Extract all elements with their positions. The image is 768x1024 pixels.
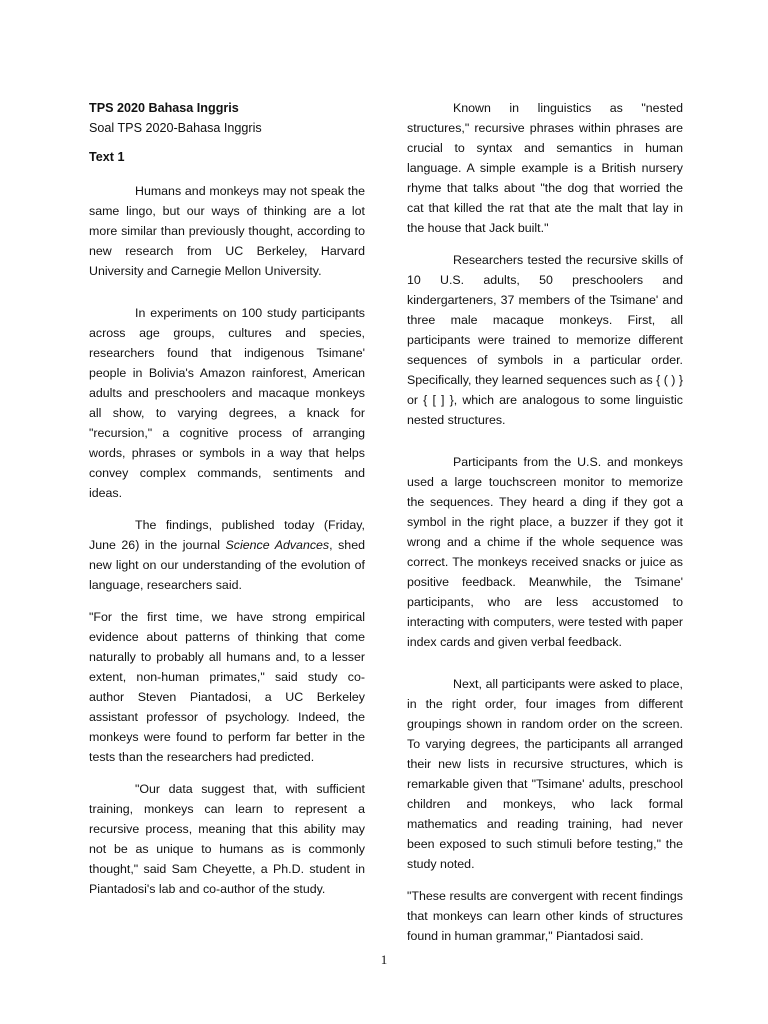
right-paragraph-2: Researchers tested the recursive skills of 10 U.S. adults, 50 preschoolers and kindergarteners, 37 members of the Tsimane' and three male macaque monkeys. First, all participants were trained to memorize different sequences of symbols in a particular order. Specifically, they learned sequences such as { ( ) } or { [ ] }, which are analogous to some linguistic nested structures. [407, 253, 683, 427]
right-paragraph-5: "These results are convergent with recent findings that monkeys can learn other kinds of structures found in human grammar," Piantadosi said. [407, 889, 683, 943]
left-paragraph-3 [89, 515, 365, 595]
right-paragraph-3: Participants from the U.S. and monkeys used a large touchscreen monitor to memorize the sequences. They heard a ding if they got a symbol in the right place, a buzzer if they got it wrong and a chime if the whole sequence was correct. The monkeys received snacks or juice as positive feedback. Meanwhile, the Tsimane' participants, who are less accustomed to interacting with computers, were tested with paper index cards and given verbal feedback. [407, 455, 683, 649]
left-paragraph-4: "For the first time, we have strong empirical evidence about patterns of thinking that come naturally to probably all humans and, to a lesser extent, non-human primates," said study co-author Steven Piantadosi, a UC Berkeley assistant professor of psychology. Indeed, the monkeys were found to perform far better in the tests than the researchers had predicted. [89, 610, 365, 764]
right-paragraph-1: Known in linguistics as "nested structures," recursive phrases within phrases are crucial to syntax and semantics in human language. A simple example is a British nursery rhyme that talks about "the dog that worried the cat that killed the rat that ate the malt that lay in the house that Jack built." [407, 101, 683, 235]
left-paragraph-3-after: , shed new light on our understanding of the evolution of language, researchers said. [89, 538, 365, 592]
right-paragraph-4: Next, all participants were asked to place, in the right order, four images from different groupings shown in random order on the screen. To varying degrees, the participants all arranged their new lists in recursive structures, which is remarkable given that "Tsimane' adults, preschool children and monkeys, who lack formal mathematics and reading training, had never been exposed to such stimuli before testing," the study noted. [407, 677, 683, 871]
right-column [407, 98, 683, 958]
page-number: 1 [380, 952, 388, 967]
left-column [89, 98, 365, 911]
left-paragraph-5: "Our data suggest that, with sufficient training, monkeys can learn to represent a recursive process, meaning that this ability may not be as unique to humans as is commonly thought," said Sam Cheyette, a Ph.D. student in Piantadosi's lab and co-author of the study. [89, 782, 365, 896]
journal-name: Science Advances [225, 538, 330, 552]
left-paragraph-2: In experiments on 100 study participants across age groups, cultures and species, researchers found that indigenous Tsimane' people in Bolivia's Amazon rainforest, American adults and preschoolers and macaque monkeys all show, to varying degrees, a knack for "recursion," a cognitive process of arranging words, phrases or symbols in a way that helps convey complex commands, sentiments and ideas. [89, 306, 365, 500]
left-paragraph-3-before: The findings, published today (Friday, June 26) in the journal [89, 518, 365, 552]
document-title: TPS 2020 Bahasa Inggris [89, 101, 239, 115]
document-subtitle: Soal TPS 2020-Bahasa Inggris [89, 121, 262, 135]
section-heading: Text 1 [89, 150, 125, 164]
left-paragraph-1: Humans and monkeys may not speak the same lingo, but our ways of thinking are a lot more similar than previously thought, according to new research from UC Berkeley, Harvard University and Carnegie Mellon University. [89, 184, 365, 278]
